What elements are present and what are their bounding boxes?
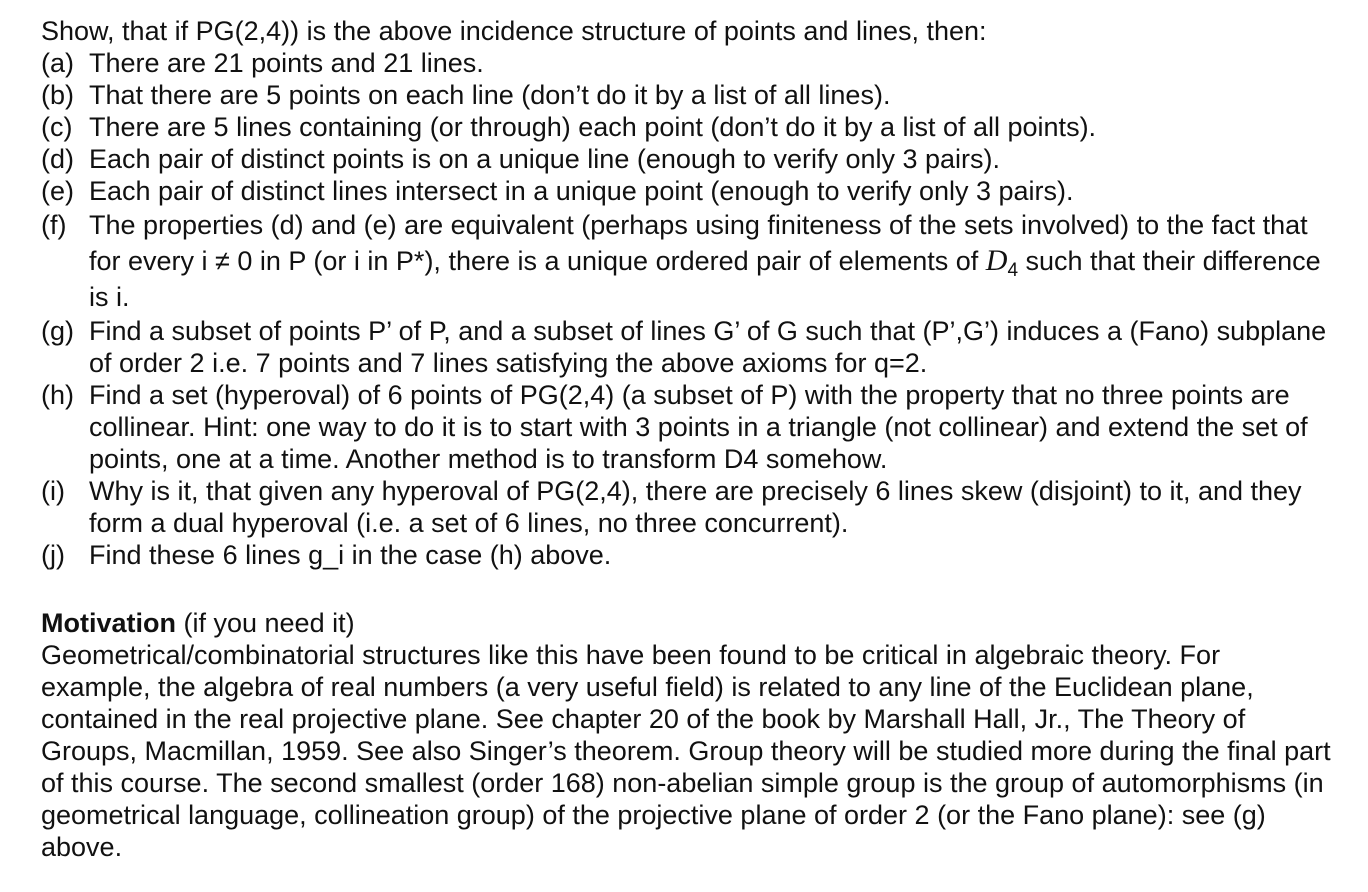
motivation-heading: Motivation <box>41 608 176 638</box>
item-text: Each pair of distinct lines intersect in a unique point (enough to verify only 3 pairs). <box>89 176 1074 206</box>
item-label: (g) <box>41 316 74 346</box>
item-label: (d) <box>41 144 74 174</box>
list-item <box>41 475 1331 539</box>
item-label: (b) <box>41 80 74 110</box>
list-item <box>41 111 1331 143</box>
item-label: (h) <box>41 380 74 410</box>
math-subscript: 4 <box>1007 260 1019 281</box>
motivation-heading-line <box>41 607 1331 639</box>
item-label: (c) <box>41 112 73 142</box>
list-item <box>41 47 1331 79</box>
item-label: (e) <box>41 176 74 206</box>
item-label: (a) <box>41 48 74 78</box>
motivation-heading-suffix: (if you need it) <box>176 608 355 638</box>
item-text: Each pair of distinct points is on a unique line (enough to verify only 3 pairs). <box>89 144 1001 174</box>
math-variable: D <box>985 244 1008 277</box>
item-text: Find a subset of points P’ of P, and a subset of lines G’ of G such that (P’,G’) induces a (Fano) subplane of order 2 i.e. 7 points and 7 lines satisfying the above axioms for q=2. <box>89 316 1327 378</box>
item-text: That there are 5 points on each line (don’t do it by a list of all lines). <box>89 80 891 110</box>
list-item <box>41 79 1331 111</box>
intro-text: Show, that if PG(2,4)) is the above incidence structure of points and lines, then: <box>41 16 987 46</box>
motivation-section <box>41 607 1331 863</box>
item-text: The properties (d) and (e) are equivalent (perhaps using finiteness of the sets involved) to the fact that for every i ≠ 0 in P (or i in P*), there is a unique ordered pair of elements of <box>89 210 1308 276</box>
math-d4 <box>985 244 1019 281</box>
list-item <box>41 315 1331 379</box>
list-item <box>41 379 1331 475</box>
document-body <box>41 15 1331 863</box>
exercise-list <box>41 47 1331 571</box>
item-label: (i) <box>41 476 65 506</box>
item-label: (j) <box>41 540 65 570</box>
item-text: Find a set (hyperoval) of 6 points of PG(2,4) (a subset of P) with the property that no three points are collinear. Hint: one way to do it is to start with 3 points in a triangle (not collinear) and extend the set of points, one at a time. Another method is to transform D4 somehow. <box>89 380 1308 474</box>
item-text: There are 5 lines containing (or through) each point (don’t do it by a list of all points). <box>89 112 1097 142</box>
motivation-body: Geometrical/combinatorial structures like this have been found to be critical in algebraic theory. For example, the algebra of real numbers (a very useful field) is related to any line of the Euclidean plane, contained in the real projective plane. See chapter 20 of the book by Marshall Hall, Jr., The Theory of Groups, Macmillan, 1959. See also Singer’s theorem. Group theory will be studied more during the final part of this course. The second smallest (order 168) non-abelian simple group is the group of automorphisms (in geometrical language, collineation group) of the projective plane of order 2 (or the Fano plane): see (g) above. <box>41 640 1331 862</box>
item-label: (f) <box>41 210 67 240</box>
list-item <box>41 207 1331 315</box>
item-text-cont: such that their difference is i. <box>89 246 1321 312</box>
list-item <box>41 539 1331 571</box>
item-text: There are 21 points and 21 lines. <box>89 48 484 78</box>
item-text: Why is it, that given any hyperoval of PG(2,4), there are precisely 6 lines skew (disjoint) to it, and they form a dual hyperoval (i.e. a set of 6 lines, no three concurrent). <box>89 476 1302 538</box>
list-item <box>41 175 1331 207</box>
list-item <box>41 143 1331 175</box>
item-text: Find these 6 lines g_i in the case (h) above. <box>89 540 612 570</box>
